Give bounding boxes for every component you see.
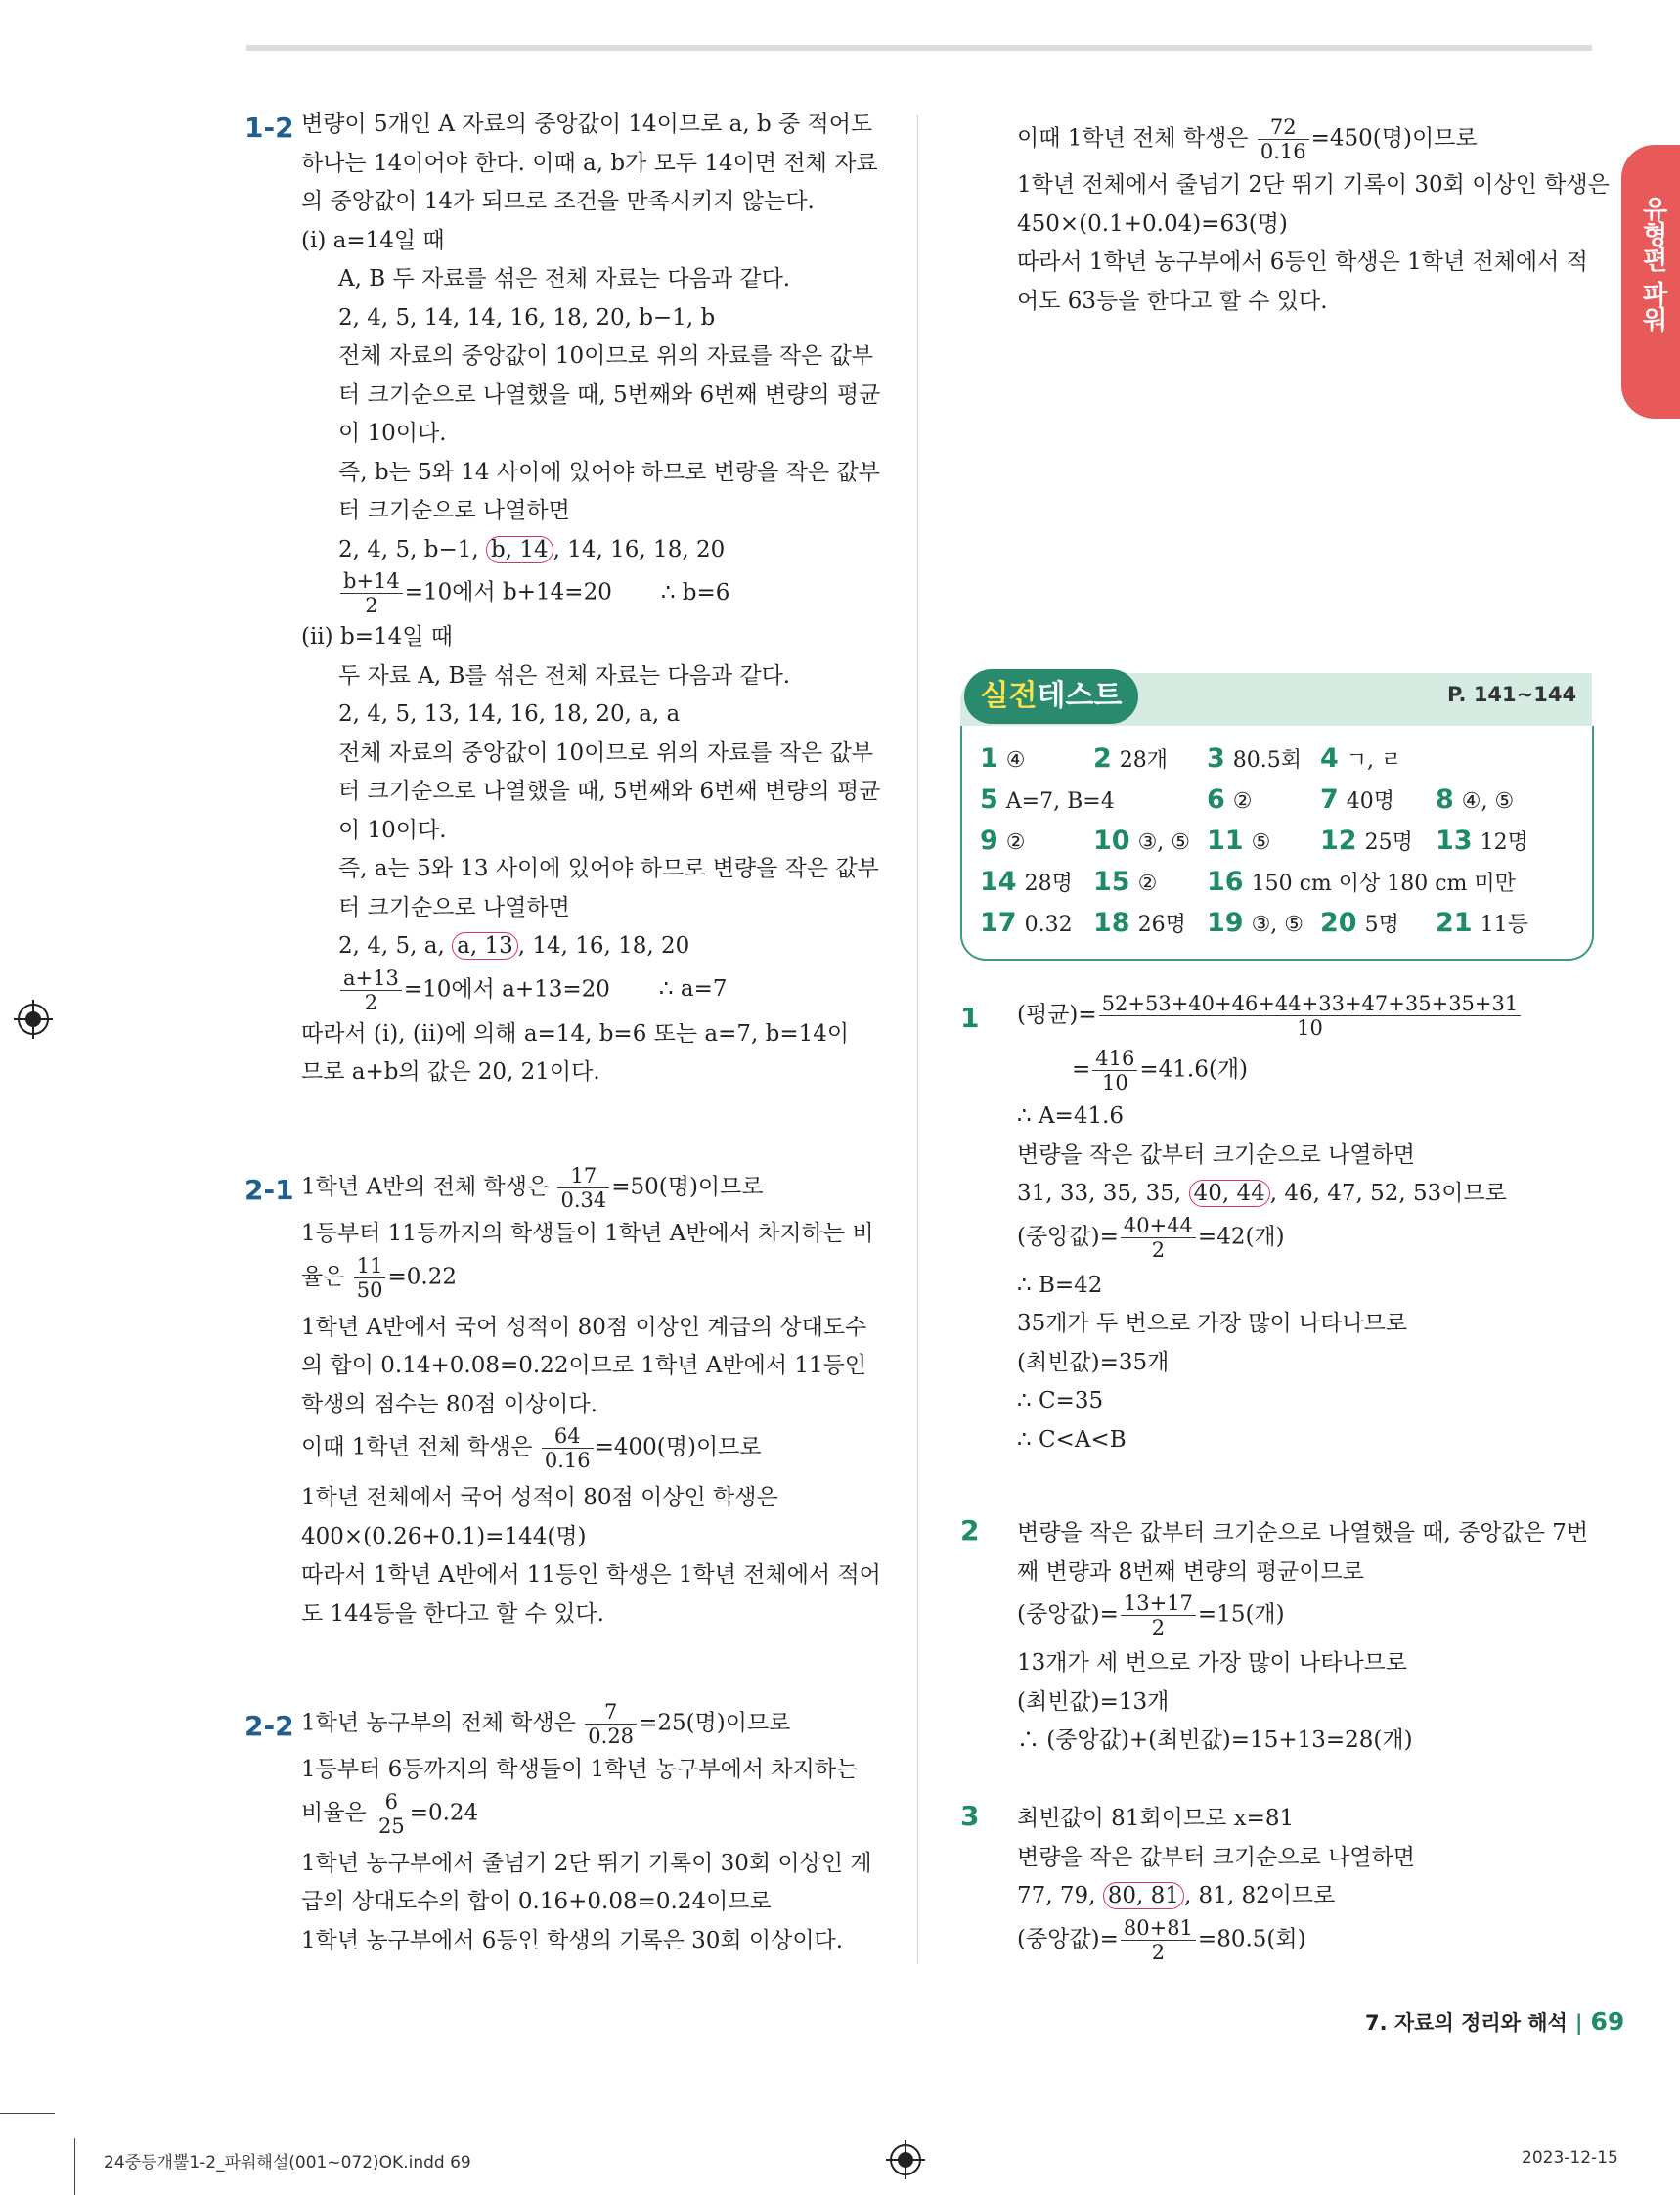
answer-item: 12 25명 <box>1320 826 1413 856</box>
fraction: $\frac{80+81}{2}$ <box>1121 1916 1196 1964</box>
solution-2: 변량을 작은 값부터 크기순으로 나열했을 때, 중앙값은 7번 째 변량과 8번째 변량의 평균이므로 (중앙값)= $\frac{13+17}{2}$ =15(개) 13개가 세 번으로 가장 많이 나타나므로 (최빈값)=13개 ∴ (중앙값)+(최빈값)=15+13=28(개) <box>1017 1520 1589 1753</box>
answer-item: 16 150 cm 이상 180 cm 미만 <box>1207 867 1516 897</box>
registration-mark-icon <box>18 1004 49 1035</box>
answer-item: 18 26명 <box>1093 908 1186 938</box>
page-number: 69 <box>1590 2007 1625 2036</box>
solution-1-2: 변량이 5개인 A 자료의 중앙값이 14이므로 a, b 중 적어도 하나는 14이어야 한다. 이때 a, b가 모두 14이면 전체 자료 의 중앙값이 14가 되므로 조건을 만족시키지 않는다. (ⅰ) a=14일 때 A, B 두 자료를 섞은 전체 자료는 다음과 같다. 2, 4, 5, 14, 14, 16, 18, 20, b−1, b 전체 자료의 중앙값이 10이므로 위의 자료를 작은 값부 터 크기순으로 나열했을 때, 5번째와 6번째 변량의 평균 이 10이다. 즉, b는 5와 14 사이에 있어야 하므로 변량을 작은 값부 터 크기순으로 나열하면 2, 4, 5, b−1, b, 14 , 14, 16, 18, 20 $\frac{b+14}{2}$ =10에서 b+14=20 ∴ b=6 (ⅱ) b=14일 때 두 자료 A, B를 섞은 전체 자료는 다음과 같다. 2, 4, 5, 13, 14, 16, 18, 20, a, a 전체 자료의 중앙값이 10이므로 위의 자료를 작은 값부 터 크기순으로 나열했을 때, 5번째와 6번째 변량의 평균 이 10이다. 즉, a는 5와 13 사이에 있어야 하므로 변량을 작은 값부 터 크기순으로 나열하면 2, 4, 5, a, a, 13 , 14, 16, 18, 20 $\frac{a+13}{2}$ =10에서 a+13=20 ∴ a=7 따라서 (ⅰ), (ⅱ)에 의해 a=14, b=6 또는 a=7, b=14이 므로 a+b의 값은 20, 21이다. <box>301 112 881 1085</box>
solution-number: 3 <box>960 1800 980 1832</box>
test-title-badge: 실전테스트 <box>964 669 1138 724</box>
file-slug: 24중등개뿔1-2_파워해설(001~072)OK.indd 69 <box>104 2153 471 2173</box>
solution-2-2: 1학년 농구부의 전체 학생은 $\frac{7}{0.28}$ =25(명)이므로 1등부터 6등까지의 학생들이 1학년 농구부에서 차지하는 비율은 $\frac{6}{25}$ =0.24 1학년 농구부에서 줄넘기 2단 뛰기 기록이 30회 이상인 계 급의 상대도수의 합이 0.16+0.08=0.24이므로 1학년 농구부에서 6등인 학생의 기록은 30회 이상이다. <box>301 1700 872 1953</box>
answer-item: 1 ④ <box>980 743 1026 774</box>
fraction: $\frac{7}{0.28}$ <box>585 1700 637 1748</box>
answer-item: 2 28개 <box>1093 743 1169 774</box>
circled-middle-values: 80, 81 <box>1103 1882 1184 1909</box>
fraction: $\frac{72}{0.16}$ <box>1258 115 1309 163</box>
circled-middle-values: a, 13 <box>452 932 518 960</box>
fraction: $\frac{a+13}{2}$ <box>340 966 402 1014</box>
registration-mark-icon <box>890 2144 921 2175</box>
running-footer: 7. 자료의 정리와 해석 | 69 <box>1365 2007 1625 2036</box>
solution-3: 최빈값이 81회이므로 x=81 변량을 작은 값부터 크기순으로 나열하면 77, 79, 80, 81 , 81, 82이므로 (중앙값)= $\frac{80+81}{2}$ =80.5(회) <box>1017 1806 1415 1964</box>
answer-item: 8 ④, ⑤ <box>1436 784 1515 815</box>
circled-middle-values: 40, 44 <box>1189 1180 1270 1207</box>
answer-item: 3 80.5회 <box>1207 743 1303 774</box>
circled-middle-values: b, 14 <box>486 536 553 563</box>
answer-item: 7 40명 <box>1320 784 1395 815</box>
fraction: $\frac{11}{50}$ <box>354 1254 386 1302</box>
answer-item: 10 ③, ⑤ <box>1093 826 1191 856</box>
answer-item: 13 12명 <box>1436 826 1528 856</box>
crop-mark <box>0 2113 55 2114</box>
solution-2-1: 1학년 A반의 전체 학생은 $\frac{17}{0.34}$ =50(명)이므로 1등부터 11등까지의 학생들이 1학년 A반에서 차지하는 비 율은 $\frac{11}{50}$ =0.22 1학년 A반에서 국어 성적이 80점 이상인 계급의 상대도수 의 합이 0.14+0.08=0.22이므로 1학년 A반에서 11등인 학생의 점수는 80점 이상이다. 이때 1학년 전체 학생은 $\frac{64}{0.16}$ =400(명)이므로 1학년 전체에서 국어 성적이 80점 이상인 학생은 400×(0.26+0.1)=144(명) 따라서 1학년 A반에서 11등인 학생은 1학년 전체에서 적어 도 144등을 한다고 할 수 있다. <box>301 1164 881 1627</box>
answer-item: 15 ② <box>1093 867 1158 897</box>
solution-2-2-continued: 이때 1학년 전체 학생은 $\frac{72}{0.16}$ =450(명)이므로 1학년 전체에서 줄넘기 2단 뛰기 기록이 30회 이상인 학생은 450×(0.1+0.04)=63(명) 따라서 1학년 농구부에서 6등인 학생은 1학년 전체에서 적 어도 63등을 한다고 할 수 있다. <box>1017 115 1610 314</box>
answer-item: 19 ③, ⑤ <box>1207 908 1304 938</box>
fraction: $\frac{52+53+40+46+44+33+47+35+35+31}{10}$ <box>1099 992 1522 1040</box>
problem-tag-2-2: 2-2 <box>244 1710 294 1742</box>
crop-mark <box>74 2138 75 2195</box>
section-side-tab: 유형편 파워 <box>1621 145 1680 419</box>
fraction: $\frac{64}{0.16}$ <box>542 1424 594 1472</box>
answer-item: 21 11등 <box>1436 908 1528 938</box>
fraction: $\frac{13+17}{2}$ <box>1121 1591 1196 1639</box>
answer-item: 14 28명 <box>980 867 1073 897</box>
test-page-range: P. 141∼144 <box>1447 683 1577 706</box>
answer-item: 11 ⑤ <box>1207 826 1271 856</box>
answer-item: 17 0.32 <box>980 908 1073 938</box>
solution-number: 1 <box>960 1002 980 1034</box>
fraction: $\frac{b+14}{2}$ <box>340 569 403 617</box>
print-date: 2023-12-15 <box>1522 2148 1618 2168</box>
answer-item: 20 5명 <box>1320 908 1399 938</box>
fraction: $\frac{416}{10}$ <box>1092 1047 1137 1095</box>
answer-item: 6 ② <box>1207 784 1253 815</box>
solution-1: (평균)= $\frac{52+53+40+46+44+33+47+35+35+31}{10}$ = $\frac{416}{10}$ =41.6(개) ∴ A=41.6 변량을 작은 값부터 크기순으로 나열하면 31, 33, 35, 35, 40, 44 , 46, 47, 52, 53이므로 (중앙값)= $\frac{40+44}{2}$ =42(개) ∴ B=42 35개가 두 번으로 가장 많이 나타나므로 (최빈값)=35개 ∴ C=35 ∴ C<A<B <box>1017 992 1604 1459</box>
fraction: $\frac{40+44}{2}$ <box>1121 1214 1196 1262</box>
fraction: $\frac{17}{0.34}$ <box>557 1164 609 1212</box>
solution-number: 2 <box>960 1514 980 1546</box>
column-divider <box>917 115 918 1964</box>
fraction: $\frac{6}{25}$ <box>376 1790 408 1838</box>
answer-item: 4 ㄱ, ㄹ <box>1320 743 1402 774</box>
problem-tag-1-2: 1-2 <box>244 112 294 144</box>
problem-tag-2-1: 2-1 <box>244 1174 294 1206</box>
answer-item: 9 ② <box>980 826 1026 856</box>
top-rule <box>246 45 1592 51</box>
answer-item: 5 A=7, B=4 <box>980 784 1115 815</box>
